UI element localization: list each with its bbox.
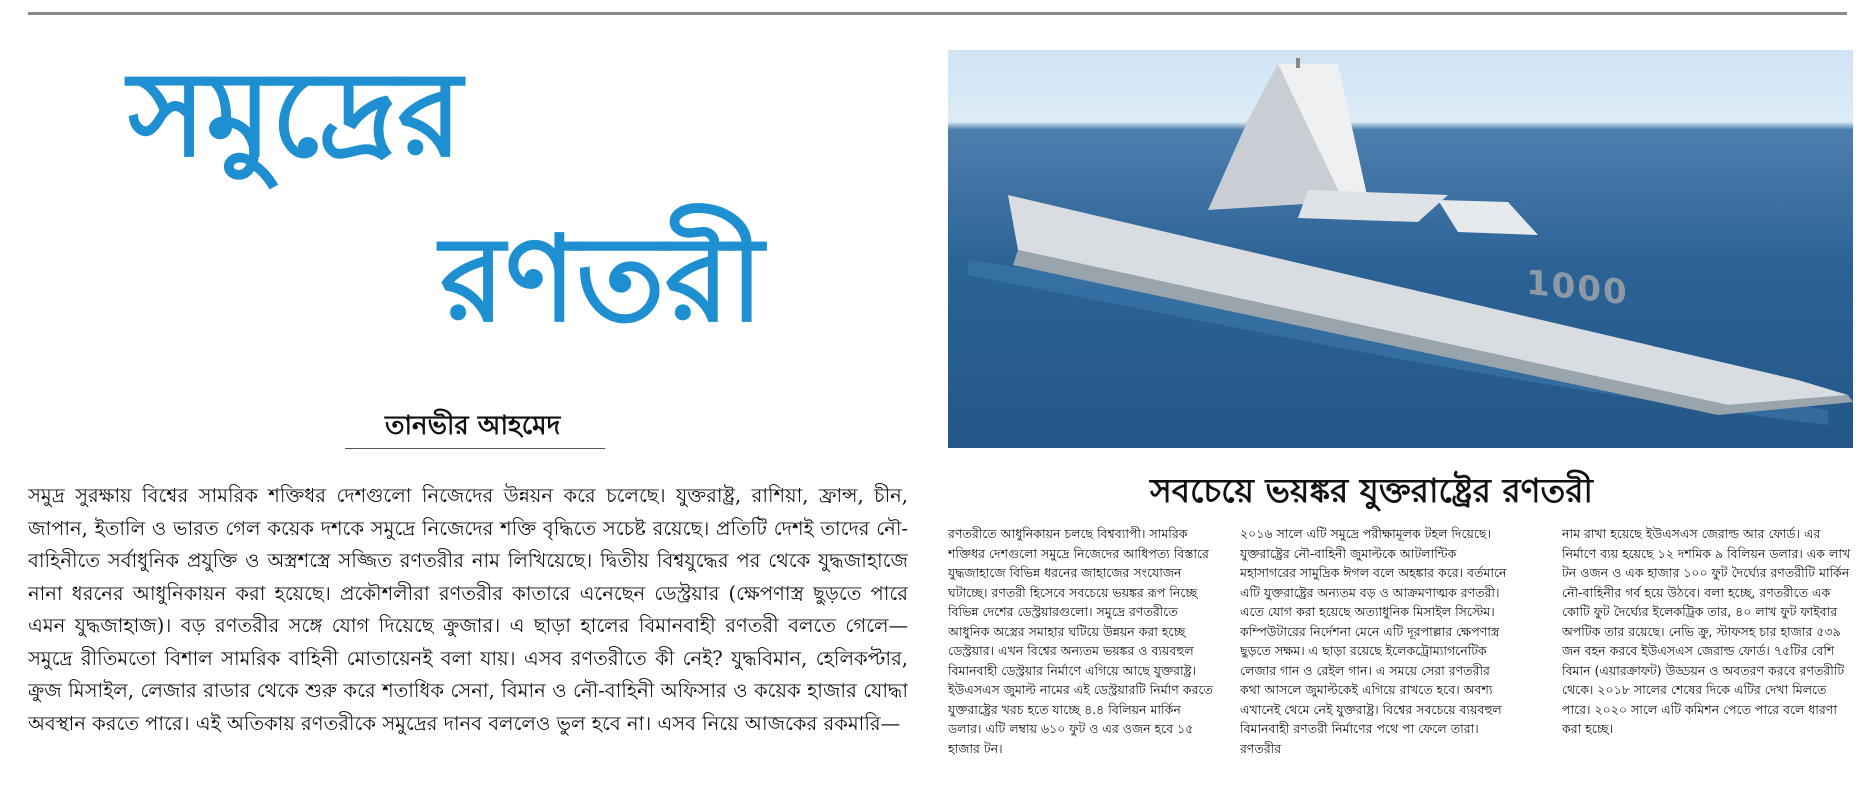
sidebar-subhead: সবচেয়ে ভয়ঙ্কর যুক্তরাষ্ট্রের রণতরী (1150, 471, 1593, 510)
headline-line1: সমুদ্রের (128, 45, 463, 183)
ship-deck-structure (1298, 190, 1448, 222)
hull-number: 1000 (1526, 262, 1629, 314)
sidebar-column-1: রণতরীতে আধুনিকায়ন চলছে বিশ্বব্যাপী। সামরিক শক্তিধর দেশগুলো সমুদ্রে নিজেদের আধিপত্য বিস্তারে যুদ্ধজাহাজে বিভিন্ন ধরনের জাহাজের সংযোজন ঘটাচ্ছে। রণতরী হিসেবে সবচেয়ে ভয়ঙ্কর রূপ নিচ্ছে বিভিন্ন দেশের ডেস্ট্রয়ারগুলো। সমুদ্রে রণতরীতে আধুনিক অস্ত্রের সমাহার ঘটিয়ে উন্নয়ন করা হচ্ছে ডেস্ট্রয়ার। এখন বিশ্বের অন্যতম ভয়ঙ্কর ও ব্যয়বহুল বিমানবাহী ডেস্ট্রয়ার নির্মাণে এগিয়ে আছে যুক্তরাষ্ট্র। ইউএসএস জুমাল্ট নামের এই ডেস্ট্রয়ারটি নির্মাণ করতে যুক্তরাষ্ট্রের খরচ হতে যাচ্ছে ৪.৪ বিলিয়ন মার্কিন ডলার। এটি লম্বায় ৬১০ ফুট ও এর ওজন হবে ১৫ হাজার টন। (948, 526, 1213, 756)
lead-paragraph: সমুদ্র সুরক্ষায় বিশ্বের সামরিক শক্তিধর দেশগুলো নিজেদের উন্নয়ন করে চলেছে। যুক্তরাষ্ট্র, রাশিয়া, ফ্রান্স, চীন, জাপান, ইতালি ও ভারত গেল কয়েক দশকে সমুদ্রে নিজেদের শক্তি বৃদ্ধিতে সচেষ্ট রয়েছে। প্রতিটি দেশই তাদের নৌ-বাহিনীতে সর্বাধুনিক প্রযুক্তি ও অস্ত্রশস্ত্রে সজ্জিত রণতরীর নাম লিখিয়েছে। দ্বিতীয় বিশ্বযুদ্ধের পর থেকে যুদ্ধজাহাজে নানা ধরনের আধুনিকায়ন করা হয়েছে। প্রকৌশলীরা রণতরীর কাতারে এনেছেন ডেস্ট্রয়ার (ক্ষেপণাস্ত্র ছুড়তে পারে এমন যুদ্ধজাহাজ)। বড় রণতরীর সঙ্গে যোগ দিয়েছে ক্রুজার। এ ছাড়া হালের বিমানবাহী রণতরী বলতে গেলে— সমুদ্রে রীতিমতো বিশাল সামরিক বাহিনী মোতায়েনই বলা যায়। এসব রণতরীতে কী নেই? যুদ্ধবিমান, হেলিকপ্টার, ক্রুজ মিসাইল, লেজার রাডার থেকে শুরু করে শতাধিক সেনা, বিমান ও নৌ-বাহিনী অফিসার ও কয়েক হাজার যোদ্ধা অবস্থান করতে পারে। এই অতিকায় রণতরীকে সমুদ্রের দানব বললেও ভুল হবে না। এসব নিয়ে আজকের রকমারি— (28, 484, 908, 735)
warship-photo (948, 50, 1853, 448)
top-rule (28, 12, 1847, 15)
headline-line2: রণতরী (440, 210, 764, 348)
byline-rule (345, 448, 605, 449)
sidebar-column-2: ২০১৬ সালে এটি সমুদ্রে পরীক্ষামূলক টহল দিয়েছে। যুক্তরাষ্ট্রের নৌ-বাহিনী জুমাল্টকে আটলান্টিক মহাসাগরের সামুদ্রিক ঈগল বলে অহঙ্কার করে। বর্তমানে এটি যুক্তরাষ্ট্রের অন্যতম বড় ও আক্রমণাত্মক রণতরী। এতে যোগ করা হয়েছে অত্যাধুনিক মিসাইল সিস্টেম। কম্পিউটারের নির্দেশনা মেনে এটি দূরপাল্লার ক্ষেপণাস্ত্র ছুড়তে সক্ষম। এ ছাড়া রয়েছে ইলেকট্রোম্যাগনেটিক লেজার গান ও রেইল গান। এ সময়ে সেরা রণতরীর কথা আসলে জুমাল্টকেই এগিয়ে রাখতে হবে। অবশ্য এখানেই থেমে নেই যুক্তরাষ্ট্র। বিশ্বের সবচেয়ে ব্যয়বহুল বিমানবাহী রণতরী নির্মাণের পথে পা ফেলে তারা। রণতরীর (1240, 526, 1507, 756)
ship-mast (1296, 58, 1300, 68)
byline: তানভীর আহমেদ (385, 411, 561, 441)
ship-gun-housing (1438, 200, 1538, 235)
sidebar-column-3: নাম রাখা হয়েছে ইউএসএস জেরাল্ড আর ফোর্ড। এর নির্মাণে ব্যয় হয়েছে ১২ দশমিক ৯ বিলিয়ন ডলার। এক লাখ টন ওজন ও এক হাজার ১০০ ফুট দৈর্ঘ্যের রণতরীটি মার্কিন নৌ-বাহিনীর গর্ব হয়ে উঠবে। বলা হচ্ছে, রণতরীতে এক কোটি ফুট দৈর্ঘ্যের ইলেকট্রিক তার, ৪০ লাখ ফুট ফাইবার অপটিক তার রয়েছে। নেভি ক্রু, স্টাফসহ চার হাজার ৫৩৯ জন বহন করবে ইউএসএস জেরাল্ড ফোর্ড। ৭৫টির বেশি বিমান (এয়ারক্রাফট) উড্ডয়ন ও অবতরণ করবে রণতরীটি থেকে। ২০১৮ সালের শেষের দিকে এটির দেখা মিলতে পারে। ২০২০ সালে এটি কমিশন পেতে পারে বলে ধারণা করা হচ্ছে। (1562, 526, 1851, 736)
warship-illustration (948, 50, 1853, 448)
